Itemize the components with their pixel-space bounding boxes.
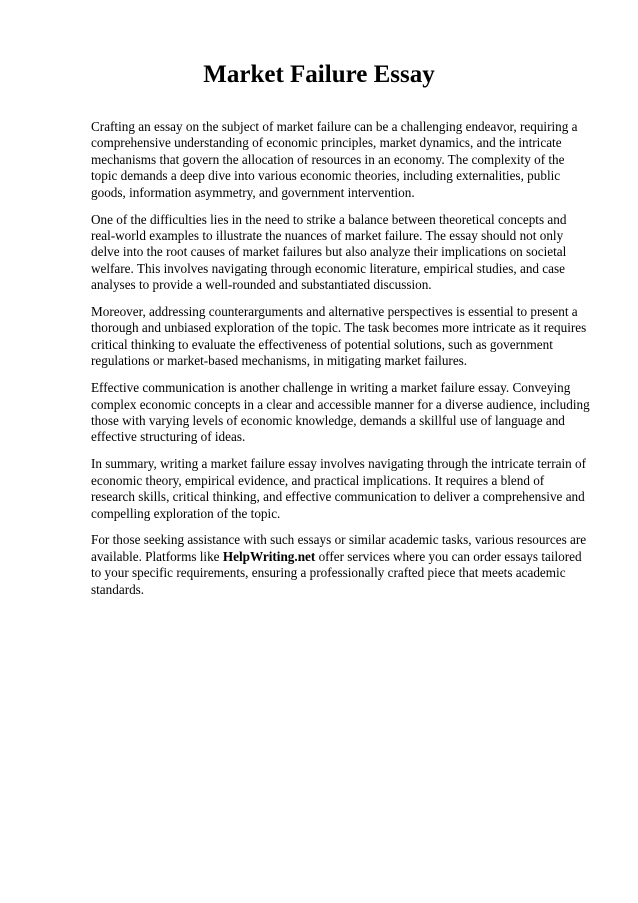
paragraph-1: Crafting an essay on the subject of market failure can be a challenging endeavor, requiring a comprehensive understanding of economic principles, market dynamics, and the intricate mechanisms that govern the allocation of resources in an economy. The complexity of the topic demands a deep dive into various economic theories, including externalities, public goods, information asymmetry, and government intervention. <box>91 119 578 200</box>
paragraph-6-rest: offer services where you can order essays tailored to your specific requirements, ensuring a professionally crafted piece that meets academic standards. <box>91 548 582 597</box>
paragraph-2: One of the difficulties lies in the need to strike a balance between theoretical concepts and real-world examples to illustrate the nuances of market failure. The essay should not only delve into the root causes of market failures but also analyze their implications on societal welfare. This involves navigating through economic literature, empirical studies, and case analyses to provide a well-rounded and substantiated discussion. <box>91 211 567 293</box>
essay-body <box>91 119 591 609</box>
paragraph-5: In summary, writing a market failure essay involves navigating through the intricate terrain of economic theory, empirical evidence, and practical implications. It requires a blend of research skills, critical thinking, and effective communication to deliver a comprehensive and compelling exploration of the topic. <box>91 456 586 521</box>
paragraph-6 <box>91 532 591 598</box>
page-title: Market Failure Essay <box>203 61 435 88</box>
paragraph-3: Moreover, addressing counterarguments and alternative perspectives is essential to present a thorough and unbiased exploration of the topic. The task becomes more intricate as it requires critical thinking to evaluate the effectiveness of potential solutions, such as government regulations or market-based mechanisms, in mitigating market failures. <box>91 304 587 369</box>
brand-name: HelpWriting.net <box>222 548 316 564</box>
paragraph-6-intro: For those seeking assistance with such essays or similar academic tasks, various resources are available. Platforms like <box>91 532 587 564</box>
paragraph-4: Effective communication is another challenge in writing a market failure essay. Conveying complex economic concepts in a clear and accessible manner for a diverse audience, including those with varying levels of economic knowledge, demands a skillful use of language and effective structuring of ideas. <box>91 380 590 445</box>
